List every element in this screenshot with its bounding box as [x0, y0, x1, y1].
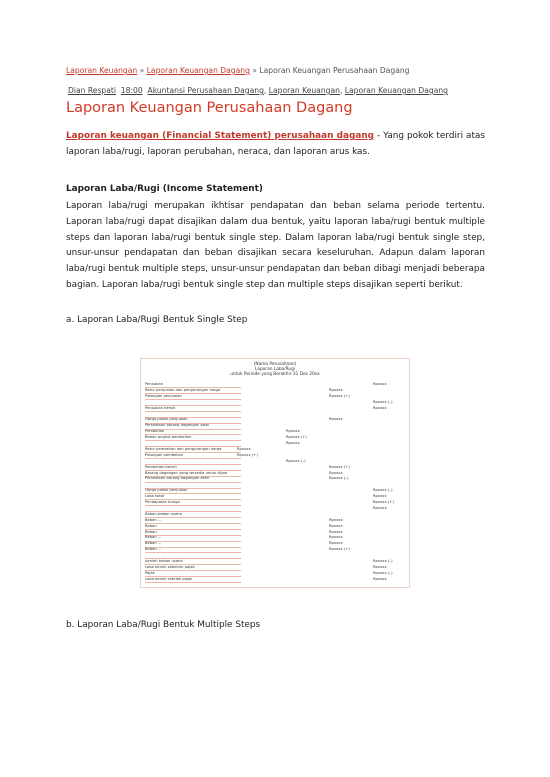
- statement-row-label: Persediaan barang dagangan akhir: [145, 476, 210, 481]
- statement-row-value: Rpxxxx: [373, 564, 387, 569]
- statement-row-value: Rpxxxx: [329, 529, 343, 534]
- statement-row-value: Rpxxxx (–): [329, 476, 349, 481]
- post-tag[interactable]: Laporan Keuangan: [268, 86, 340, 95]
- statement-row-label: Retur penjualan dan pengurangan harga: [145, 387, 221, 392]
- breadcrumb-link-laporan-keuangan-dagang[interactable]: Laporan Keuangan Dagang: [146, 66, 250, 75]
- statement-row-value: Rpxxxx (–): [373, 559, 393, 563]
- post-meta: Dian Respati 18:00 Akuntansi Perusahaan Dagang, Laporan Keuangan, Laporan Keuangan Dagang: [68, 86, 448, 95]
- statement-row-value: Rpxxxx: [329, 523, 343, 528]
- statement-row-label: Beban-beban usaha: [145, 511, 182, 516]
- breadcrumb-link-laporan-keuangan[interactable]: Laporan Keuangan: [66, 66, 138, 75]
- statement-row-label: Penjualan bersih: [145, 405, 176, 410]
- statement-row-label: Beban: [145, 529, 157, 534]
- breadcrumb: [66, 66, 409, 75]
- statement-row-value: Rpxxxx: [329, 541, 343, 546]
- statement-row-label: Penjualan: [145, 382, 163, 386]
- statement-row-value: Rpxxxx: [286, 429, 300, 434]
- post-tag[interactable]: Akuntansi Perusahaan Dagang: [147, 86, 264, 95]
- statement-row-value: Rpxxxx: [286, 441, 300, 445]
- statement-row-label: Beban ...: [145, 541, 162, 546]
- statement-row-label: Beban ...: [145, 535, 162, 540]
- statement-row-label: Retur pembelian dan pengurangan harga: [145, 446, 222, 451]
- subheading-multiple-steps: b. Laporan Laba/Rugi Bentuk Multiple Steps: [66, 620, 261, 630]
- statement-rule: [145, 582, 241, 583]
- statement-row-value: Rpxxxx: [237, 446, 251, 451]
- breadcrumb-separator: »: [137, 66, 147, 75]
- statement-row-value: Rpxxxx: [373, 382, 387, 386]
- statement-row-value: Rpxxxx: [329, 535, 343, 540]
- income-statement-image: [140, 358, 410, 588]
- post-time[interactable]: 18:00: [120, 86, 143, 95]
- statement-row-value: Rpxxxx (–): [373, 399, 393, 404]
- post-tag[interactable]: Laporan Keuangan Dagang: [344, 86, 448, 95]
- statement-row-label: Pembelian: [145, 429, 165, 434]
- statement-row-value: Rpxxxx: [329, 517, 343, 522]
- post-author[interactable]: Dian Respati: [68, 86, 116, 95]
- statement-row-label: Harga pokok penjualan: [145, 417, 188, 422]
- statement-row-value: Rpxxxx: [329, 387, 343, 392]
- statement-row-label: Potongan penjualan: [145, 393, 182, 398]
- intro-text: - Yang pokok terdiri atas laporan laba/rugi, laporan perubahan, neraca, dan laporan arus kas.: [66, 131, 485, 157]
- statement-row-value: Rpxxxx (–): [373, 570, 393, 575]
- statement-row-value: Rpxxxx (+): [237, 452, 258, 457]
- statement-row-value: Rpxxxx (–): [286, 458, 306, 463]
- statement-row-label: Beban angkut pembelian: [145, 435, 192, 440]
- statement-row-label: Pajak: [145, 570, 155, 575]
- statement-row-label: Potongan pembelian: [145, 452, 183, 457]
- breadcrumb-separator: »: [249, 66, 260, 75]
- intro-lead-link[interactable]: Laporan keuangan (Financial Statement) perusahaan dagang: [66, 131, 375, 141]
- statement-period: untuk Periode yang Berakhir 31 Des 20xx: [230, 372, 320, 377]
- statement-row-label: Beban ...: [145, 547, 162, 552]
- statement-row-value: Rpxxxx: [373, 405, 387, 410]
- statement-row-label: Laba bersih setelah pajak: [145, 576, 193, 581]
- statement-row-label: Laba bersih sebelum pajak: [145, 564, 195, 569]
- statement-row-value: Rpxxxx (+): [286, 435, 307, 440]
- statement-row-label: Barang dagangan yang tersedia untuk dijual: [145, 470, 228, 475]
- statement-row-value: Rpxxxx: [329, 417, 343, 422]
- statement-row-label: Beban ...: [145, 517, 162, 522]
- intro-paragraph: [66, 128, 485, 160]
- section-body: Laporan laba/rugi merupakan ikhtisar pendapatan dan beban selama periode tertentu. Laporan laba/rugi dapat disajikan dalam dua bentuk, yaitu laporan laba/rugi bentuk multiple steps dan laporan laba/rugi bentuk single step. Dalam laporan laba/rugi bentuk single step, unsur-unsur pendapatan dan beban disajikan secara keseluruhan. Adapun dalam laporan laba/rugi bentuk multiple steps, unsur-unsur pendapatan dan beban dibagi menjadi beberapa bagian. Laporan laba/rugi bentuk single step dan multiple steps disajikan seperti berikut.: [66, 201, 485, 290]
- statement-row-value: Rpxxxx (+): [373, 500, 394, 504]
- statement-row-value: Rpxxxx: [373, 505, 387, 510]
- statement-row-label: Beban: [145, 523, 157, 528]
- statement-row-value: Rpxxxx (–): [373, 488, 393, 493]
- statement-row-label: Pendapatan bunga: [145, 500, 180, 504]
- statement-row-value: Rpxxxx (+): [329, 464, 350, 469]
- section-heading: Laporan Laba/Rugi (Income Statement): [66, 184, 263, 194]
- statement-row-label: Laba kotor: [145, 494, 165, 499]
- statement-row-label: Harga pokok penjualan: [145, 488, 188, 493]
- statement-title: Laporan Laba/Rugi: [254, 367, 296, 372]
- statement-row-value: Rpxxxx (+): [329, 393, 350, 398]
- statement-company: (Nama Perusahaan): [253, 362, 297, 367]
- subheading-single-step: a. Laporan Laba/Rugi Bentuk Single Step: [66, 315, 248, 325]
- statement-row-value: Rpxxxx: [329, 470, 343, 475]
- breadcrumb-current: Laporan Keuangan Perusahaan Dagang: [259, 66, 410, 75]
- statement-row-label: Pembelian bersih: [145, 464, 177, 469]
- page-title: Laporan Keuangan Perusahaan Dagang: [66, 100, 353, 116]
- statement-row-value: Rpxxxx: [373, 494, 387, 499]
- statement-row-label: Jumlah beban usaha: [145, 559, 183, 563]
- statement-row-value: Rpxxxx (+): [329, 547, 350, 552]
- statement-row-value: Rpxxxx: [373, 576, 387, 581]
- statement-row-label: Persediaan barang dagangan awal: [145, 423, 209, 428]
